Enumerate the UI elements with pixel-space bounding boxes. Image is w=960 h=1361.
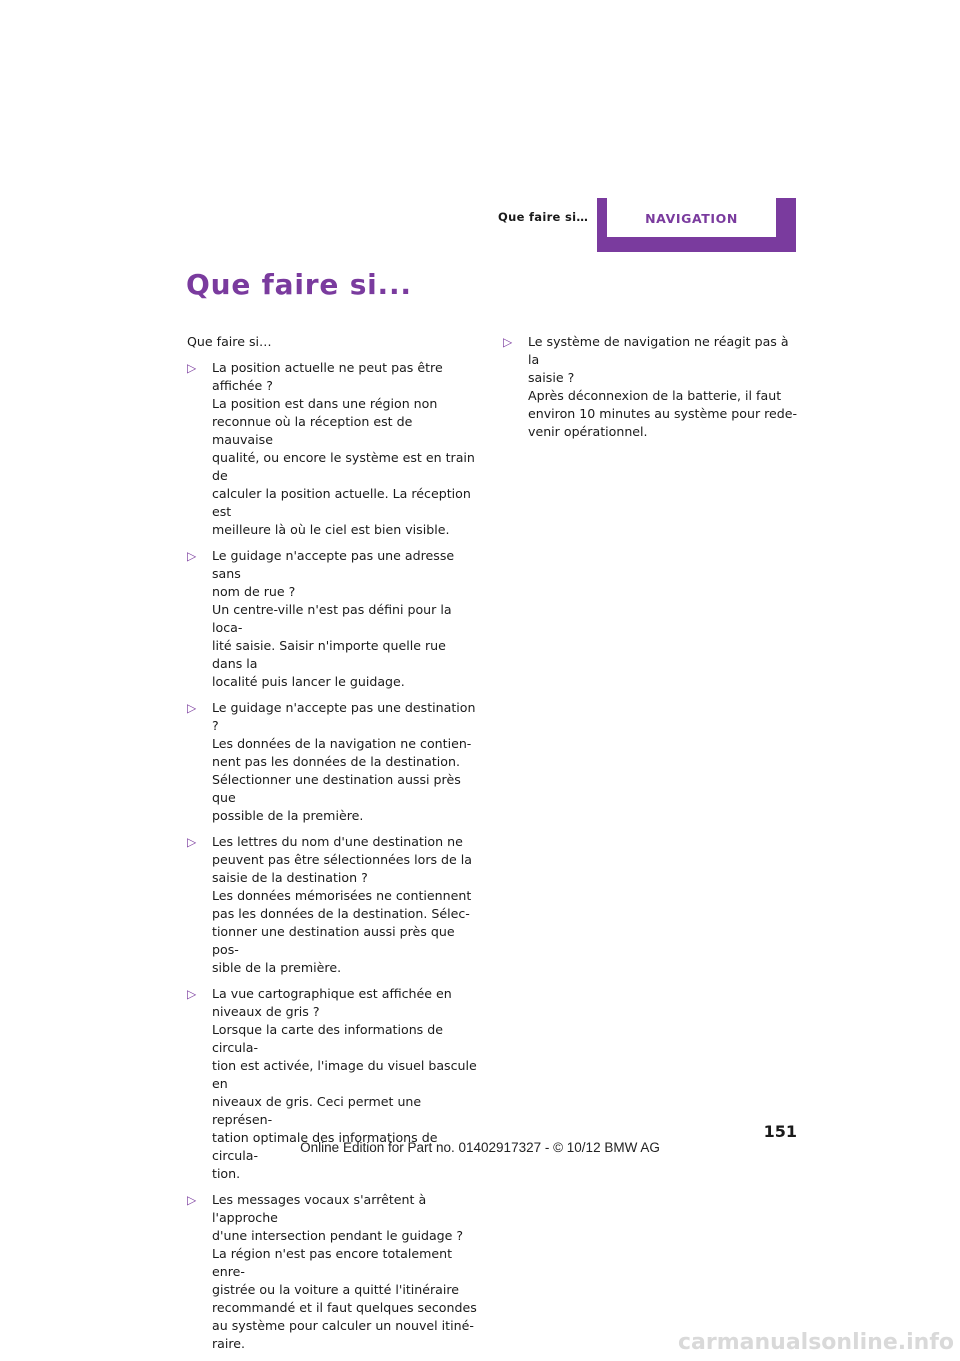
list-item <box>187 547 477 691</box>
page-number: 151 <box>763 1122 797 1141</box>
list-item <box>503 333 798 441</box>
list-item-text: Les messages vocaux s'arrêtent à l'approche d'une intersection pendant le guidage ? La région n'est pas encore totalement enre- gistrée ou la voiture a quitté l'itinéraire recommandé et il faut quelques secondes au système pour calculer un nouvel itiné- raire. <box>212 1192 477 1351</box>
triangle-bullet-icon: ▷ <box>187 361 197 375</box>
left-item-list <box>187 359 477 1353</box>
list-item-text: Les lettres du nom d'une destination ne peuvent pas être sélectionnées lors de la saisie de la destination ? Les données mémorisées ne contiennent pas les données de la destination. Sélec- tionner une destination aussi près que pos- sible de la première. <box>212 834 473 975</box>
list-item-text: Le guidage n'accepte pas une destination ? Les données de la navigation ne contien- nent pas les données de la destination. Sélectionner une destination aussi près que possible de la première. <box>212 700 476 823</box>
right-column <box>503 333 798 449</box>
list-item-text: Le guidage n'accepte pas une adresse sans nom de rue ? Un centre-ville n'est pas défini pour la loca- lité saisie. Saisir n'importe quelle rue dans la localité puis lancer le guidage. <box>212 548 455 689</box>
list-item <box>187 833 477 977</box>
running-header: Que faire si… <box>498 210 589 224</box>
right-item-list <box>503 333 798 441</box>
list-item-text: Le système de navigation ne réagit pas à la saisie ? Après déconnexion de la batterie, il faut environ 10 minutes au système pour rede- venir opérationnel. <box>528 334 798 439</box>
triangle-bullet-icon: ▷ <box>187 1193 197 1207</box>
left-column <box>187 333 477 1361</box>
edition-footer: Online Edition for Part no. 01402917327 - © 10/12 BMW AG <box>300 1140 660 1155</box>
triangle-bullet-icon: ▷ <box>503 335 513 349</box>
triangle-bullet-icon: ▷ <box>187 987 197 1001</box>
list-item <box>187 699 477 825</box>
page-title: Que faire si... <box>186 268 412 301</box>
list-item-text: La vue cartographique est affichée en niveaux de gris ? Lorsque la carte des informations de circula- tion est activée, l'image du visuel bascule en niveaux de gris. Ceci permet une représen- tation optimale des informations de circula- tion. <box>212 986 477 1181</box>
section-tab <box>597 198 796 252</box>
triangle-bullet-icon: ▷ <box>187 835 197 849</box>
list-item-text: La position actuelle ne peut pas être affichée ? La position est dans une région non reconnue où la réception est de mauvaise qualité, ou encore le système est en train de calculer la position actuelle. La réception est meilleure là où le ciel est bien visible. <box>212 360 475 537</box>
section-tab-inner <box>607 198 776 237</box>
section-tab-label: NAVIGATION <box>645 211 738 226</box>
watermark: carmanualsonline.info <box>678 1330 954 1355</box>
triangle-bullet-icon: ▷ <box>187 549 197 563</box>
list-item <box>187 1191 477 1353</box>
list-item <box>187 359 477 539</box>
triangle-bullet-icon: ▷ <box>187 701 197 715</box>
intro-text: Que faire si… <box>187 334 272 349</box>
